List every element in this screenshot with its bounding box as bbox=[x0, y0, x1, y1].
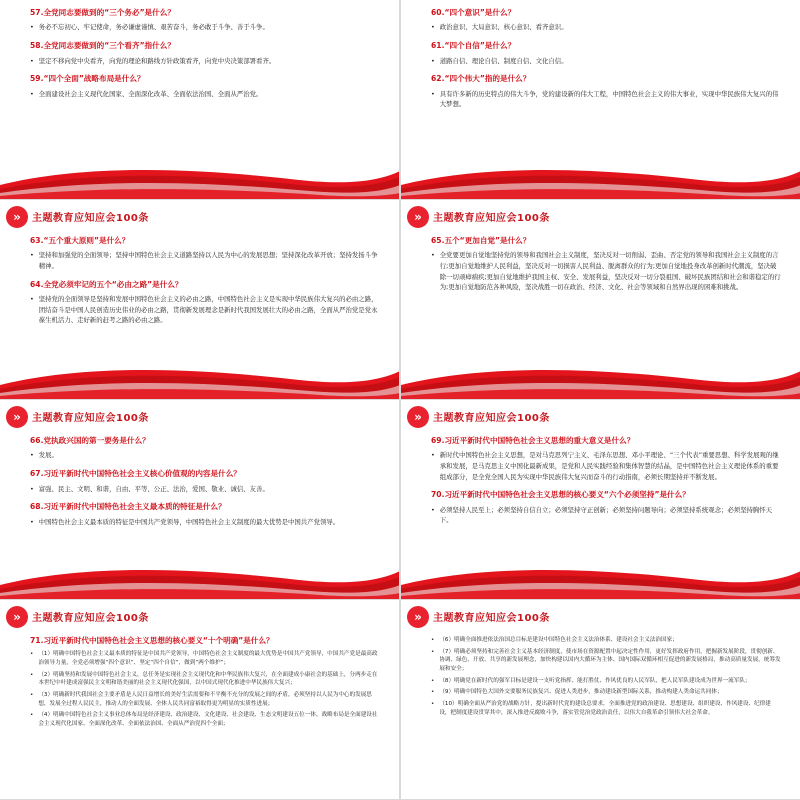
slide-header bbox=[0, 200, 399, 234]
slide-content bbox=[30, 436, 381, 535]
bullet-icon: • bbox=[431, 56, 435, 65]
slide-title: 主题教育应知应会100条 bbox=[433, 613, 550, 624]
red-wave-decoration bbox=[401, 155, 800, 199]
answer-item bbox=[30, 484, 381, 495]
double-chevron-icon: » bbox=[6, 606, 28, 628]
slide-3[interactable] bbox=[0, 200, 399, 399]
question-heading: 59.“四个全面”战略布局是什么？ bbox=[30, 74, 145, 84]
answer-text: 富强、民主、文明、和谐，自由、平等、公正、法治，爱国、敬业、诚信、友善。 bbox=[38, 484, 269, 493]
answer-text: （9）明确中国特色大国外交要服务民族复兴、促进人类进步，推动建设新型国际关系，推动构建人类命运共同体； bbox=[439, 689, 723, 696]
answer-item bbox=[431, 505, 782, 526]
answer-text: 全党要更加自觉地坚持党的领导和我国社会主义制度，坚决反对一切削弱、歪曲、否定党的领导和我国社会主义制度的言行;更加自觉地维护人民利益，坚决反对一切损害人民利益、脱离群众的行为;更加自觉地投身改革创新时代潮流，坚决破除一切顽瘴痼疾;更加自觉地维护我国主权、安全、发展利益，坚决反对一切分裂祖国、破坏民族团结和社会和谐稳定的行为;更加自觉地防范各种风险，坚决战胜一切在政治、经济、文化、社会等领域和自然界出现的困难和挑战。 bbox=[439, 251, 781, 292]
answer-item bbox=[30, 650, 381, 667]
bullet-icon: • bbox=[431, 23, 435, 32]
slide-title: 主题教育应知应会100条 bbox=[32, 413, 149, 424]
answer-text: 道路自信、理论自信、制度自信、文化自信。 bbox=[439, 56, 568, 65]
slide-content bbox=[30, 636, 381, 732]
slide-6[interactable] bbox=[401, 400, 800, 599]
answer-item bbox=[431, 250, 782, 292]
slide-title: 主题教育应知应会100条 bbox=[433, 213, 550, 224]
red-wave-decoration bbox=[0, 555, 399, 599]
question-heading: 60.“四个意识”是什么？ bbox=[431, 8, 516, 17]
answer-text: 新时代中国特色社会主义思想，是对马克思列宁主义、毛泽东思想、邓小平理论、“三个代表”重要思想、科学发展观的继承和发展，是马克思主义中国化最新成果，是党和人民实践经验和集体智慧的结晶，是中国特色社会主义理论体系的重要组成部分，是全党全国人民为实现中华民族伟大复兴而奋斗的行动指南，必须长期坚持并不断发展。 bbox=[439, 451, 779, 481]
bullet-icon: • bbox=[30, 517, 34, 526]
answer-item bbox=[30, 691, 381, 708]
question-heading: 69.习近平新时代中国特色社会主义思想的重大意义是什么？ bbox=[431, 436, 635, 445]
bullet-icon: • bbox=[30, 295, 34, 304]
question-heading: 61.“四个自信”是什么？ bbox=[431, 41, 516, 51]
double-chevron-icon: » bbox=[6, 406, 28, 428]
answer-text: 具有许多新的历史特点的伟大斗争，党的建设新的伟大工程，中国特色社会主义的伟大事业，实现中华民族伟大复兴的伟大梦想。 bbox=[439, 89, 779, 109]
bullet-icon: • bbox=[30, 23, 34, 32]
bullet-icon: • bbox=[30, 651, 34, 658]
slide-header bbox=[401, 200, 800, 234]
answer-item bbox=[30, 89, 381, 100]
answer-item bbox=[431, 89, 782, 110]
answer-item bbox=[30, 22, 381, 33]
question-heading: 66.党执政兴国的第一要务是什么？ bbox=[30, 436, 150, 445]
bullet-icon: • bbox=[431, 89, 435, 98]
answer-text: （4）明确中国特色社会主义事业总体布局是经济建设、政治建设、文化建设、社会建设、生态文明建设五位一体，战略布局是全面建设社会主义现代化国家、全面深化改革、全面依法治国、全面从严治党四个全面； bbox=[38, 712, 378, 728]
question-heading: 71.习近平新时代中国特色社会主义思想的核心要义“十个明确”是什么？ bbox=[30, 636, 274, 645]
answer-item bbox=[431, 648, 782, 674]
bullet-icon: • bbox=[30, 484, 34, 493]
answer-item bbox=[30, 711, 381, 728]
bullet-icon: • bbox=[431, 689, 435, 696]
question-heading: 57.全党同志要做到的“三个务必”是什么？ bbox=[30, 8, 175, 17]
red-wave-decoration bbox=[401, 355, 800, 399]
question-heading: 58.全党同志要做到的“三个看齐”指什么？ bbox=[30, 41, 175, 51]
bullet-icon: • bbox=[30, 89, 34, 98]
slide-header bbox=[401, 400, 800, 434]
question-heading: 64.全党必须牢记的五个“必由之路”是什么？ bbox=[30, 279, 183, 289]
red-wave-decoration bbox=[0, 155, 399, 199]
bullet-icon: • bbox=[30, 56, 34, 65]
question-heading: 65.五个“更加自觉”是什么？ bbox=[431, 236, 531, 245]
slide-title: 主题教育应知应会100条 bbox=[433, 413, 550, 424]
answer-text: 坚持和加强党的全面领导；坚持中国特色社会主义道路坚持以人民为中心的发展思想；坚持深化改革开放；坚持发扬斗争精神。 bbox=[38, 251, 378, 271]
question-heading: 67.习近平新时代中国特色社会主义核心价值观的内容是什么？ bbox=[30, 469, 241, 479]
answer-item bbox=[30, 250, 381, 271]
answer-text: 务必不忘初心、牢记使命，务必谦虚谨慎、艰苦奋斗，务必敢于斗争、善于斗争。 bbox=[38, 23, 269, 32]
answer-item bbox=[30, 671, 381, 688]
bullet-icon: • bbox=[30, 251, 34, 260]
bullet-icon: • bbox=[431, 648, 435, 655]
bullet-icon: • bbox=[431, 451, 435, 460]
double-chevron-icon: » bbox=[407, 406, 429, 428]
answer-item bbox=[30, 294, 381, 326]
slide-content bbox=[431, 436, 782, 534]
red-wave-decoration bbox=[401, 555, 800, 599]
bullet-icon: • bbox=[30, 671, 34, 678]
slide-header bbox=[401, 600, 800, 634]
answer-text: 政治意识、大局意识、核心意识、看齐意识。 bbox=[439, 23, 568, 32]
slide-content bbox=[431, 236, 782, 301]
slide-content bbox=[431, 8, 782, 118]
bullet-icon: • bbox=[30, 451, 34, 460]
slide-8[interactable] bbox=[401, 600, 800, 799]
answer-item bbox=[431, 56, 782, 67]
answer-item bbox=[431, 688, 782, 697]
answer-text: （3）明确新时代我国社会主要矛盾是人民日益增长的美好生活需要和不平衡不充分的发展之间的矛盾，必须坚持以人民为中心的发展思想，发展全过程人民民主，推动人的全面发展、全体人民共同富裕取得更为明显的实质性进展； bbox=[38, 692, 372, 707]
slide-2[interactable] bbox=[401, 0, 800, 199]
answer-item bbox=[431, 700, 782, 717]
slide-5[interactable] bbox=[0, 400, 399, 599]
bullet-icon: • bbox=[30, 712, 34, 719]
slide-content bbox=[30, 236, 381, 334]
bullet-icon: • bbox=[431, 700, 435, 707]
question-heading: 68.习近平新时代中国特色社会主义最本质的特征是什么？ bbox=[30, 502, 226, 512]
question-heading: 62.“四个伟大”指的是什么？ bbox=[431, 74, 531, 84]
answer-text: （6）明确全面推进依法治国总目标是建设中国特色社会主义法治体系、建设社会主义法治国家； bbox=[439, 637, 678, 643]
answer-text: 必须坚持人民至上；必须坚持自信自立；必须坚持守正创新；必须坚持问题导向；必须坚持系统观念；必须坚持胸怀天下。 bbox=[439, 505, 773, 525]
double-chevron-icon: » bbox=[6, 206, 28, 228]
answer-text: （1）明确中国特色社会主义最本质的特征是中国共产党领导，中国特色社会主义制度的最大优势是中国共产党领导，中国共产党是最高政治领导力量，全党必须增强“四个意识”、坚定“四个自信”，做到“两个维护”； bbox=[38, 651, 378, 667]
slide-1[interactable] bbox=[0, 0, 399, 199]
bullet-icon: • bbox=[431, 637, 435, 643]
bullet-icon: • bbox=[30, 692, 34, 699]
answer-item bbox=[30, 450, 381, 461]
answer-text: 全面建设社会主义现代化国家、全面深化改革、全面依法治国、全面从严治党。 bbox=[38, 89, 263, 98]
answer-item bbox=[30, 56, 381, 67]
slide-title: 主题教育应知应会100条 bbox=[32, 213, 149, 224]
answer-item bbox=[431, 636, 782, 645]
answer-text: 中国特色社会主义最本质的特征是中国共产党领导，中国特色社会主义制度的最大优势是中国共产党领导。 bbox=[38, 517, 340, 526]
slide-7[interactable] bbox=[0, 600, 399, 799]
bullet-icon: • bbox=[431, 677, 435, 684]
answer-text: 坚持党的全面领导是坚持和发展中国特色社会主义的必由之路，中国特色社会主义是实现中华民族伟大复兴的必由之路，团结奋斗是中国人民创造历史伟业的必由之路，贯彻新发展理念是新时代我国发展壮大的必由之路，全面从严治党是党永葆生机活力、走好新的赶考之路的必由之路。 bbox=[38, 295, 378, 325]
answer-item bbox=[431, 677, 782, 686]
answer-item bbox=[431, 22, 782, 33]
slide-4[interactable] bbox=[401, 200, 800, 399]
double-chevron-icon: » bbox=[407, 206, 429, 228]
answer-text: （7）明确必须坚持和完善社会主义基本经济制度，使市场在资源配置中起决定性作用，更好发挥政府作用，把握新发展阶段，贯彻创新、协调、绿色、开放、共享的新发展理念，加快构建以国内大循环为主体、国内国际双循环相互促进的新发展格局，推动高质量发展，统筹发展和安全； bbox=[439, 648, 781, 672]
slide-content bbox=[30, 8, 381, 107]
answer-text: （8）明确党在新时代的强军目标是建设一支听党指挥、能打胜仗、作风优良的人民军队，把人民军队建设成为世界一流军队； bbox=[439, 677, 751, 684]
slide-header bbox=[0, 400, 399, 434]
answer-text: 坚定不移向党中央看齐，向党的理论和路线方针政策看齐，向党中央决策部署看齐。 bbox=[38, 56, 276, 65]
bullet-icon: • bbox=[431, 505, 435, 514]
answer-text: 发展。 bbox=[38, 451, 58, 460]
answer-item bbox=[431, 450, 782, 482]
answer-text: （2）明确坚持和发展中国特色社会主义，总任务是实现社会主义现代化和中华民族伟大复兴，在全面建成小康社会的基础上，分两步走在本世纪中叶建成富强民主文明和谐美丽的社会主义现代化强国，以中国式现代化推进中华民族伟大复兴； bbox=[38, 671, 378, 687]
slide-title: 主题教育应知应会100条 bbox=[32, 613, 149, 624]
answer-text: （10）明确全面从严治党的战略方针，提出新时代党的建设总要求，全面推进党的政治建设、思想建设、组织建设、作风建设、纪律建设，把制度建设贯穿其中，深入推进反腐败斗争，落实管党治党政治责任，以伟大自我革命引领伟大社会革命。 bbox=[439, 700, 771, 716]
slide-header bbox=[0, 600, 399, 634]
answer-item bbox=[30, 517, 381, 528]
double-chevron-icon: » bbox=[407, 606, 429, 628]
bullet-icon: • bbox=[431, 251, 435, 260]
question-heading: 70.习近平新时代中国特色社会主义思想的核心要义“六个必须坚持”是什么？ bbox=[431, 490, 690, 500]
red-wave-decoration bbox=[0, 355, 399, 399]
slide-content bbox=[431, 636, 782, 720]
question-heading: 63.“五个重大原则”是什么？ bbox=[30, 236, 130, 245]
